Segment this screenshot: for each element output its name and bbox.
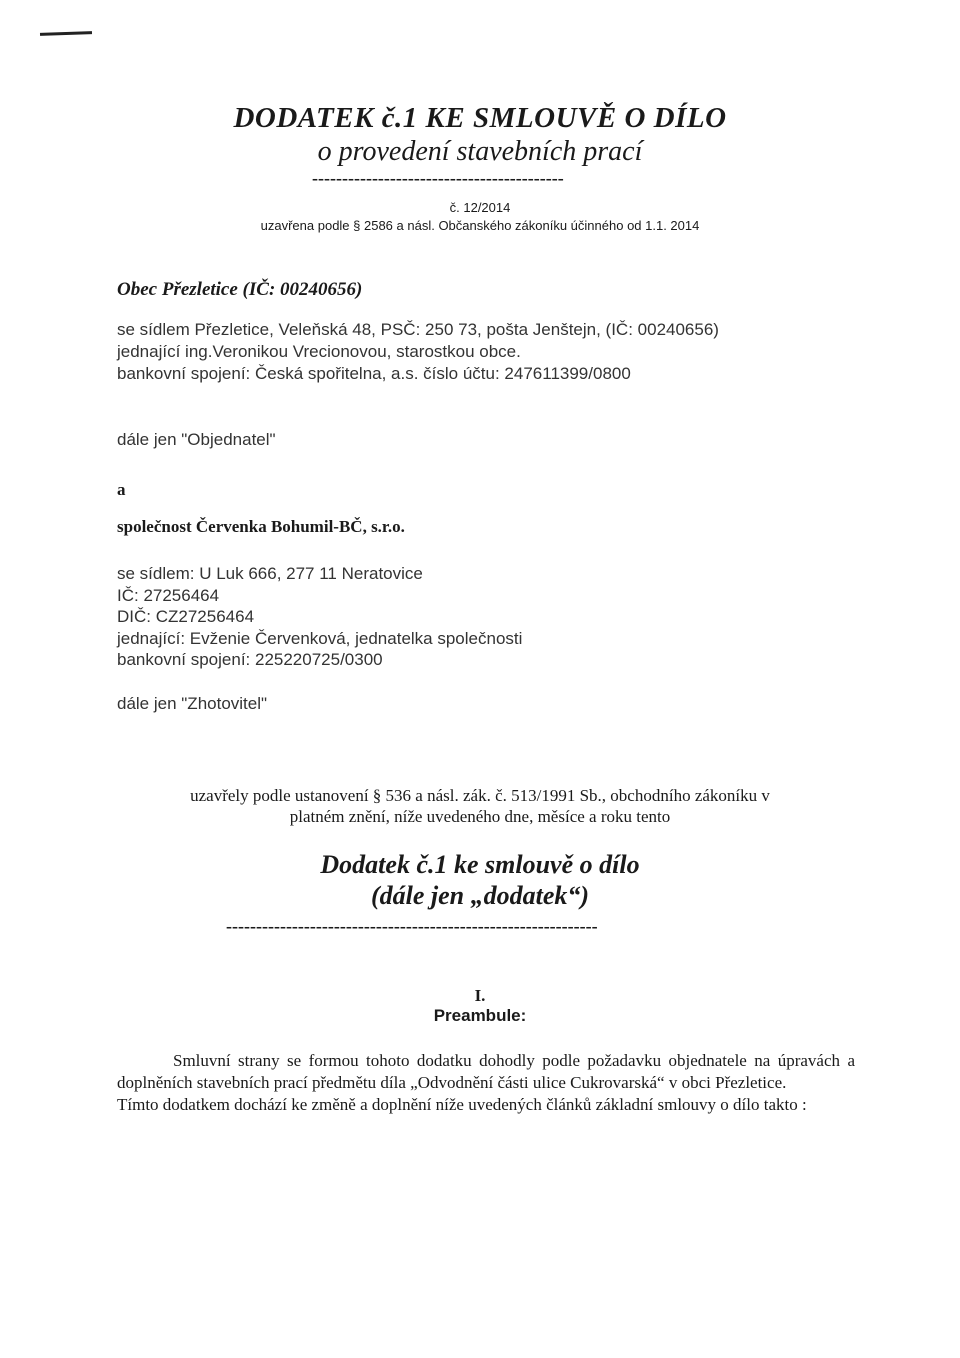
party1-bank: bankovní spojení: Česká spořitelna, a.s. číslo účtu: 247611399/0800 xyxy=(117,364,631,383)
party1-name: Obec Přezletice (IČ: 00240656) xyxy=(117,279,363,300)
concluded-line-2: platném znění, níže uvedeného dne, měsíce a roku tento xyxy=(289,807,671,826)
party1-details xyxy=(117,319,719,385)
preamble-text xyxy=(117,1050,855,1116)
preamble-paragraph-1: Smluvní strany se formou tohoto dodatku dohodly podle požadavku objednatele na úpravách a doplněních stavebních prací předmětu díla „Odvodnění části ulice Cukrovarská“ v obci Přezletice. xyxy=(117,1051,855,1092)
document-title: DODATEK č.1 KE SMLOUVĚ O DÍLO xyxy=(233,102,727,134)
contract-basis: uzavřena podle § 2586 a násl. Občanského zákoníku účinného od 1.1. 2014 xyxy=(260,218,700,233)
party1-address: se sídlem Přezletice, Veleňská 48, PSČ: 250 73, pošta Jenštejn, (IČ: 00240656) xyxy=(117,320,719,339)
title-separator: ------------------------------------------ xyxy=(312,168,564,188)
section-title: Preambule: xyxy=(433,1006,527,1025)
conjunction: a xyxy=(117,480,126,499)
party2-details xyxy=(117,563,522,671)
party2-address: se sídlem: U Luk 666, 277 11 Neratovice xyxy=(117,564,423,583)
document-subtitle: o provedení stavebních prací xyxy=(317,136,643,167)
addendum-title: Dodatek č.1 ke smlouvě o dílo xyxy=(320,850,640,879)
party2-role: dále jen "Zhotovitel" xyxy=(117,694,268,713)
party1-role: dále jen "Objednatel" xyxy=(117,430,276,449)
party1-representative: jednající ing.Veronikou Vrecionovou, starostkou obce. xyxy=(117,342,521,361)
addendum-separator: -------------------------------------------------------------- xyxy=(226,916,598,936)
party2-name: společnost Červenka Bohumil-BČ, s.r.o. xyxy=(117,517,405,536)
preamble-paragraph-2: Tímto dodatkem dochází ke změně a doplnění níže uvedených článků základní smlouvy o dílo takto : xyxy=(117,1095,807,1114)
party2-representative: jednající: Evženie Červenková, jednatelka společnosti xyxy=(117,628,523,648)
contract-number: č. 12/2014 xyxy=(449,200,511,215)
party2-bank: bankovní spojení: 225220725/0300 xyxy=(117,650,383,669)
concluded-line-1: uzavřely podle ustanovení § 536 a násl. zák. č. 513/1991 Sb., obchodního zákoníku v xyxy=(190,786,770,805)
party2-dic: DIČ: CZ27256464 xyxy=(117,607,255,626)
scan-pen-mark xyxy=(40,31,92,36)
section-number: I. xyxy=(474,986,486,1005)
party2-ic: IČ: 27256464 xyxy=(117,585,220,605)
addendum-subtitle: (dále jen „dodatek“) xyxy=(370,881,590,910)
